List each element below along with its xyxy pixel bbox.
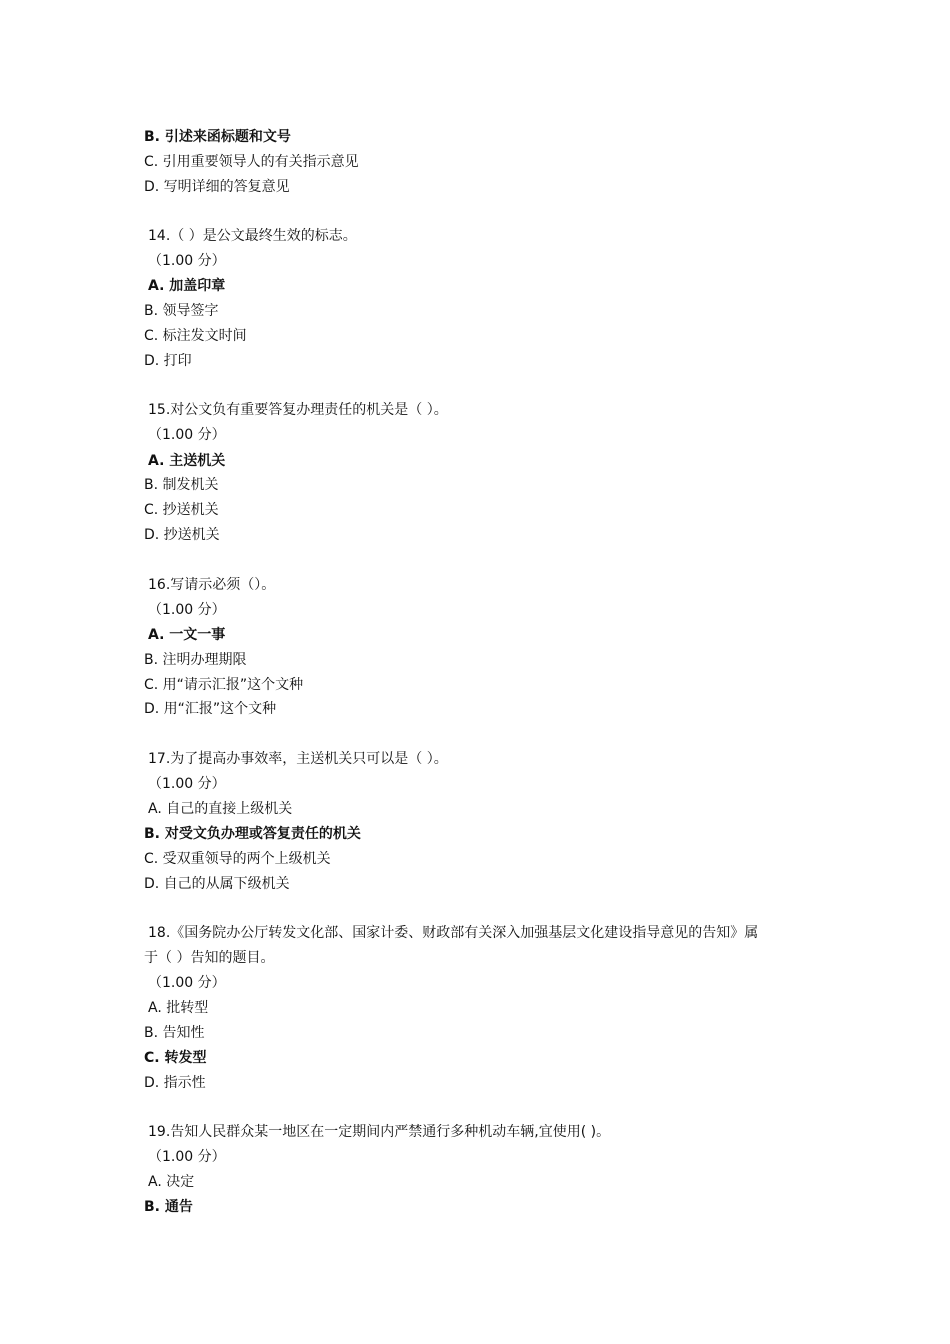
q14-option-a: A. 加盖印章 bbox=[148, 278, 226, 294]
q13-option-d: D. 写明详细的答复意见 bbox=[144, 179, 290, 195]
q13-option-b: B. 引述来函标题和文号 bbox=[144, 129, 291, 145]
q16-score: （1.00 分） bbox=[148, 602, 226, 618]
q17-question: 17.为了提高办事效率，主送机关只可以是（ ）。 bbox=[148, 751, 448, 767]
q16-option-b: B. 注明办理期限 bbox=[144, 652, 247, 668]
q18-option-c: C. 转发型 bbox=[144, 1050, 207, 1066]
q15-score: （1.00 分） bbox=[148, 427, 226, 443]
q18-question-line2: 于（ ）告知的题目。 bbox=[144, 950, 275, 966]
q16-option-d: D. 用“汇报”这个文种 bbox=[144, 701, 277, 717]
q15-question: 15.对公文负有重要答复办理责任的机关是（ ）。 bbox=[148, 402, 448, 418]
q16-option-a: A. 一文一事 bbox=[148, 627, 226, 643]
q15-option-b: B. 制发机关 bbox=[144, 477, 219, 493]
q17-score: （1.00 分） bbox=[148, 776, 226, 792]
q18-option-a: A. 批转型 bbox=[148, 1000, 209, 1016]
q17-option-c: C. 受双重领导的两个上级机关 bbox=[144, 851, 331, 867]
q14-option-b: B. 领导签字 bbox=[144, 303, 219, 319]
q14-score: （1.00 分） bbox=[148, 253, 226, 269]
q18-option-d: D. 指示性 bbox=[144, 1075, 206, 1091]
q18-score: （1.00 分） bbox=[148, 975, 226, 991]
q17-option-d: D. 自己的从属下级机关 bbox=[144, 876, 290, 892]
q15-option-d: D. 抄送机关 bbox=[144, 527, 220, 543]
q19-score: （1.00 分） bbox=[148, 1149, 226, 1165]
q19-option-a: A. 决定 bbox=[148, 1174, 195, 1190]
q17-option-b: B. 对受文负办理或答复责任的机关 bbox=[144, 826, 361, 842]
q18-question-line1: 18.《国务院办公厅转发文化部、国家计委、财政部有关深入加强基层文化建设指导意见的告知》属 bbox=[148, 925, 759, 941]
q19-question: 19.告知人民群众某一地区在一定期间内严禁通行多种机动车辆,宜使用( )。 bbox=[148, 1124, 611, 1140]
q15-option-c: C. 抄送机关 bbox=[144, 502, 219, 518]
q13-option-c: C. 引用重要领导人的有关指示意见 bbox=[144, 154, 359, 170]
q14-option-c: C. 标注发文时间 bbox=[144, 328, 247, 344]
q17-option-a: A. 自己的直接上级机关 bbox=[148, 801, 293, 817]
q14-question: 14.（ ）是公文最终生效的标志。 bbox=[148, 228, 357, 244]
q15-option-a: A. 主送机关 bbox=[148, 453, 226, 469]
q19-option-b: B. 通告 bbox=[144, 1199, 193, 1215]
q16-option-c: C. 用“请示汇报”这个文种 bbox=[144, 677, 304, 693]
q14-option-d: D. 打印 bbox=[144, 353, 192, 369]
q18-option-b: B. 告知性 bbox=[144, 1025, 205, 1041]
q16-question: 16.写请示必须（）。 bbox=[148, 577, 276, 593]
